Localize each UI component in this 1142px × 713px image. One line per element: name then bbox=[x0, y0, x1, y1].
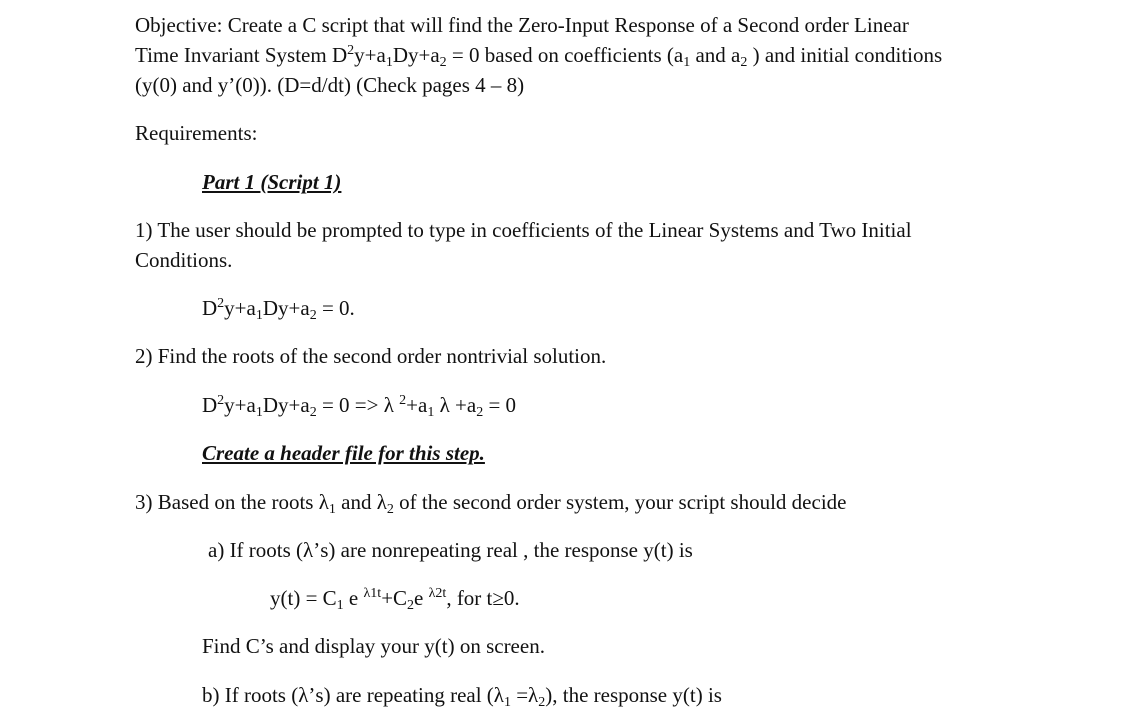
step3-text-part: of the second order system, your script should decide bbox=[393, 490, 847, 514]
subscript: 2 bbox=[476, 405, 484, 420]
step1-line-1: 1) The user should be prompted to type in coefficients of the Linear Systems and Two Initial bbox=[135, 218, 912, 242]
equation-text: = 0. bbox=[316, 296, 355, 320]
equation-characteristic bbox=[202, 296, 355, 323]
subscript: 1 bbox=[683, 55, 691, 70]
superscript: λ2t bbox=[428, 586, 447, 601]
subscript: 2 bbox=[386, 502, 394, 517]
response-text: +C bbox=[381, 586, 408, 610]
step3-text bbox=[135, 490, 847, 517]
equation-text: D bbox=[202, 296, 218, 320]
equation-text: = 0 => λ bbox=[316, 393, 400, 417]
objective-text: y+a bbox=[354, 43, 386, 67]
equation-text: = 0 bbox=[483, 393, 517, 417]
objective-text: = 0 based on coefficients (a bbox=[446, 43, 684, 67]
subscript: 2 bbox=[309, 405, 317, 420]
subscript: 2 bbox=[740, 55, 748, 70]
subscript: 2 bbox=[439, 55, 447, 70]
step1-line-2: Conditions. bbox=[135, 248, 233, 272]
step3-text-part: and λ bbox=[335, 490, 387, 514]
equation-text: +a bbox=[406, 393, 428, 417]
superscript: 2 bbox=[217, 296, 225, 311]
step3a-text: a) If roots (λ’s) are nonrepeating real , the response y(t) is bbox=[208, 538, 693, 562]
equation-text: Dy+a bbox=[262, 296, 310, 320]
equation-roots bbox=[202, 393, 517, 420]
superscript: 2 bbox=[399, 393, 407, 408]
subscript: 2 bbox=[538, 695, 546, 710]
step2-text: 2) Find the roots of the second order nontrivial solution. bbox=[135, 344, 607, 368]
subscript: 1 bbox=[328, 502, 336, 517]
objective-line-2 bbox=[135, 43, 943, 70]
objective-line-3: (y(0) and y’(0)). (D=d/dt) (Check pages 4 – 8) bbox=[135, 73, 525, 97]
subscript: 1 bbox=[336, 598, 344, 613]
equation-text: D bbox=[202, 393, 218, 417]
step3-text-part: 3) Based on the roots λ bbox=[135, 490, 329, 514]
objective-text: Dy+a bbox=[392, 43, 440, 67]
subscript: 2 bbox=[407, 598, 415, 613]
step3b-text-part: b) If roots (λ’s) are repeating real (λ bbox=[202, 683, 504, 707]
step3b-text-part: =λ bbox=[510, 683, 539, 707]
objective-line-1: Objective: Create a C script that will find the Zero-Input Response of a Second order Linear bbox=[135, 13, 909, 37]
step3b-text bbox=[202, 683, 722, 710]
equation-text: y+a bbox=[224, 296, 256, 320]
find-c-text: Find C’s and display your y(t) on screen. bbox=[202, 634, 545, 658]
response-nonrepeating bbox=[270, 586, 520, 613]
equation-text: Dy+a bbox=[262, 393, 310, 417]
equation-text: λ +a bbox=[434, 393, 477, 417]
objective-text: and a bbox=[690, 43, 741, 67]
response-text: y(t) = C bbox=[270, 586, 337, 610]
superscript: 2 bbox=[217, 393, 225, 408]
objective-text: ) and initial conditions bbox=[747, 43, 943, 67]
part1-heading: Part 1 (Script 1) bbox=[202, 170, 342, 194]
superscript: 2 bbox=[347, 43, 355, 58]
header-file-note: Create a header file for this step. bbox=[202, 441, 485, 465]
subscript: 1 bbox=[255, 405, 263, 420]
objective-text: Time Invariant System D bbox=[135, 43, 348, 67]
subscript: 2 bbox=[309, 308, 317, 323]
response-text: e bbox=[414, 586, 429, 610]
response-text: , for t≥0. bbox=[446, 586, 520, 610]
subscript: 1 bbox=[427, 405, 435, 420]
subscript: 1 bbox=[503, 695, 511, 710]
requirements-label: Requirements: bbox=[135, 121, 258, 145]
response-text: e bbox=[343, 586, 364, 610]
equation-text: y+a bbox=[224, 393, 256, 417]
subscript: 1 bbox=[255, 308, 263, 323]
superscript: λ1t bbox=[363, 586, 382, 601]
subscript: 1 bbox=[385, 55, 393, 70]
step3b-text-part: ), the response y(t) is bbox=[545, 683, 722, 707]
